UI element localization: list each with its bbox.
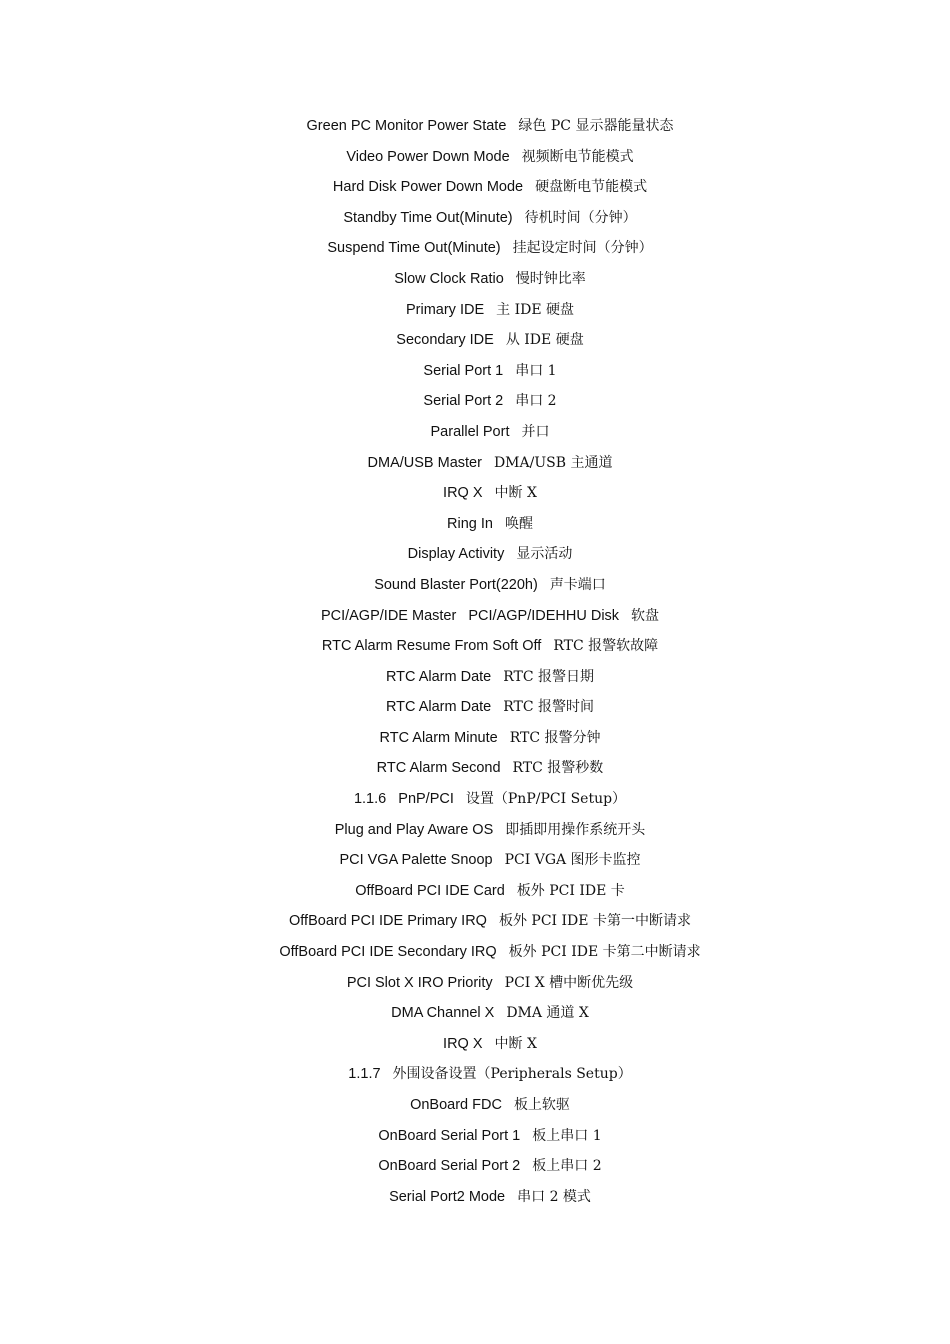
chinese-term: 唤醒 xyxy=(504,515,533,532)
chinese-term: 即插即用操作系统开头 xyxy=(505,821,646,838)
chinese-term: 中断 X xyxy=(494,485,537,502)
english-term: Serial Port 1 xyxy=(423,362,504,379)
english-term: OnBoard Serial Port 1 xyxy=(378,1127,521,1144)
english-term: OffBoard PCI IDE Secondary IRQ xyxy=(279,944,497,961)
text-line xyxy=(0,328,950,359)
text-line xyxy=(0,940,950,971)
text-line xyxy=(0,1001,950,1032)
chinese-term: 板外 PCI IDE 卡第一中断请求 xyxy=(498,913,691,930)
english-term: Slow Clock Ratio xyxy=(394,270,504,287)
chinese-term: 板上串口 2 xyxy=(532,1158,602,1175)
chinese-term: 并口 xyxy=(521,423,550,440)
english-term: Plug and Play Aware OS xyxy=(334,821,494,838)
english-term: Suspend Time Out(Minute) xyxy=(327,240,501,257)
english-term: OffBoard PCI IDE Primary IRQ xyxy=(289,913,487,930)
chinese-term: RTC 报警软故障 xyxy=(553,638,659,655)
text-line xyxy=(0,114,950,145)
chinese-term: 软盘 xyxy=(631,607,660,624)
english-term: RTC Alarm Second xyxy=(376,760,501,777)
chinese-term: 绿色 PC 显示器能量状态 xyxy=(518,118,674,134)
text-line xyxy=(0,971,950,1002)
english-term: Standby Time Out(Minute) xyxy=(343,209,513,226)
english-term: PCI VGA Palette Snoop xyxy=(339,852,493,869)
chinese-term: 主 IDE 硬盘 xyxy=(496,301,575,318)
english-term: OffBoard PCI IDE Card xyxy=(355,882,505,899)
text-line xyxy=(0,145,950,176)
text-line xyxy=(0,909,950,940)
text-line xyxy=(0,420,950,451)
english-term: RTC Alarm Resume From Soft Off xyxy=(321,638,542,655)
chinese-term: PCI X 槽中断优先级 xyxy=(504,974,634,991)
chinese-term: PCI VGA 图形卡监控 xyxy=(504,852,641,869)
text-line xyxy=(0,756,950,787)
text-line xyxy=(0,1093,950,1124)
english-term: RTC Alarm Date xyxy=(385,668,492,685)
chinese-term: RTC 报警日期 xyxy=(503,668,595,685)
english-term: Hard Disk Power Down Mode xyxy=(332,179,524,196)
chinese-term: 中断 X xyxy=(494,1035,537,1052)
text-line xyxy=(0,1185,950,1216)
english-term: IRQ X xyxy=(443,1035,483,1052)
chinese-term: 串口 2 模式 xyxy=(517,1188,591,1205)
chinese-term: 从 IDE 硬盘 xyxy=(505,332,584,349)
text-line xyxy=(0,879,950,910)
section-number: 1.1.7 xyxy=(348,1066,381,1083)
english-term: Ring In xyxy=(447,515,493,532)
text-line xyxy=(0,512,950,543)
section-number: 1.1.6 PnP/PCI xyxy=(353,791,454,808)
text-line xyxy=(0,665,950,696)
chinese-term: 板外 PCI IDE 卡第二中断请求 xyxy=(508,944,701,961)
text-line xyxy=(0,1032,950,1063)
chinese-term: 串口 1 xyxy=(515,362,557,379)
text-line xyxy=(0,542,950,573)
section-title: 外围设备设置（Peripherals Setup） xyxy=(392,1066,632,1083)
english-term: Video Power Down Mode xyxy=(346,148,510,165)
chinese-term: 待机时间（分钟） xyxy=(524,209,637,226)
english-term: OnBoard FDC xyxy=(410,1097,502,1113)
english-term: PCI Slot X IRO Priority xyxy=(346,974,493,991)
chinese-term: RTC 报警分钟 xyxy=(509,729,601,746)
text-line xyxy=(0,236,950,267)
english-term: Serial Port 2 xyxy=(423,393,504,410)
english-term: Sound Blaster Port(220h) xyxy=(374,576,538,593)
chinese-term: 显示活动 xyxy=(516,546,573,563)
chinese-term: DMA 通道 X xyxy=(506,1005,589,1022)
text-line xyxy=(0,206,950,237)
english-term: Serial Port2 Mode xyxy=(389,1188,506,1205)
english-term: DMA/USB Master xyxy=(367,454,482,471)
chinese-term: 板外 PCI IDE 卡 xyxy=(516,882,625,899)
english-term: Secondary IDE xyxy=(396,332,494,349)
english-term: Green PC Monitor Power State xyxy=(306,118,507,134)
english-term: IRQ X xyxy=(443,485,483,502)
text-line xyxy=(0,1154,950,1185)
chinese-term: RTC 报警秒数 xyxy=(512,760,604,777)
chinese-term: 慢时钟比率 xyxy=(515,270,586,287)
text-line xyxy=(0,298,950,329)
text-line xyxy=(0,695,950,726)
text-line xyxy=(0,1124,950,1155)
chinese-term: 声卡端口 xyxy=(549,576,606,593)
chinese-term: 板上串口 1 xyxy=(532,1127,602,1144)
english-term: Parallel Port xyxy=(430,423,510,440)
chinese-term: 板上软驱 xyxy=(513,1097,570,1113)
english-term: Display Activity xyxy=(407,546,505,563)
chinese-term: 视频断电节能模式 xyxy=(521,148,634,165)
chinese-term: DMA/USB 主通道 xyxy=(493,454,613,471)
text-line xyxy=(0,175,950,206)
english-term: DMA Channel X xyxy=(391,1005,495,1022)
chinese-term: RTC 报警时间 xyxy=(503,699,595,716)
text-line xyxy=(0,389,950,420)
chinese-term: 挂起设定时间（分钟） xyxy=(512,240,653,257)
document-body xyxy=(0,114,950,1215)
chinese-term: 串口 2 xyxy=(515,393,557,410)
chinese-term: 硬盘断电节能模式 xyxy=(535,179,648,196)
text-line xyxy=(0,634,950,665)
text-line xyxy=(0,481,950,512)
english-term: OnBoard Serial Port 2 xyxy=(378,1158,521,1175)
text-line xyxy=(0,451,950,482)
text-line xyxy=(0,604,950,635)
text-line xyxy=(0,267,950,298)
english-term: Primary IDE xyxy=(405,301,485,318)
text-line xyxy=(0,726,950,757)
text-line xyxy=(0,848,950,879)
section-heading xyxy=(0,787,950,818)
section-title: 设置（PnP/PCI Setup） xyxy=(465,791,627,808)
text-line xyxy=(0,818,950,849)
english-term: PCI/AGP/IDE Master PCI/AGP/IDEHHU Disk xyxy=(320,607,620,624)
english-term: RTC Alarm Minute xyxy=(379,729,498,746)
section-heading xyxy=(0,1062,950,1093)
english-term: RTC Alarm Date xyxy=(385,699,492,716)
text-line xyxy=(0,573,950,604)
text-line xyxy=(0,359,950,390)
